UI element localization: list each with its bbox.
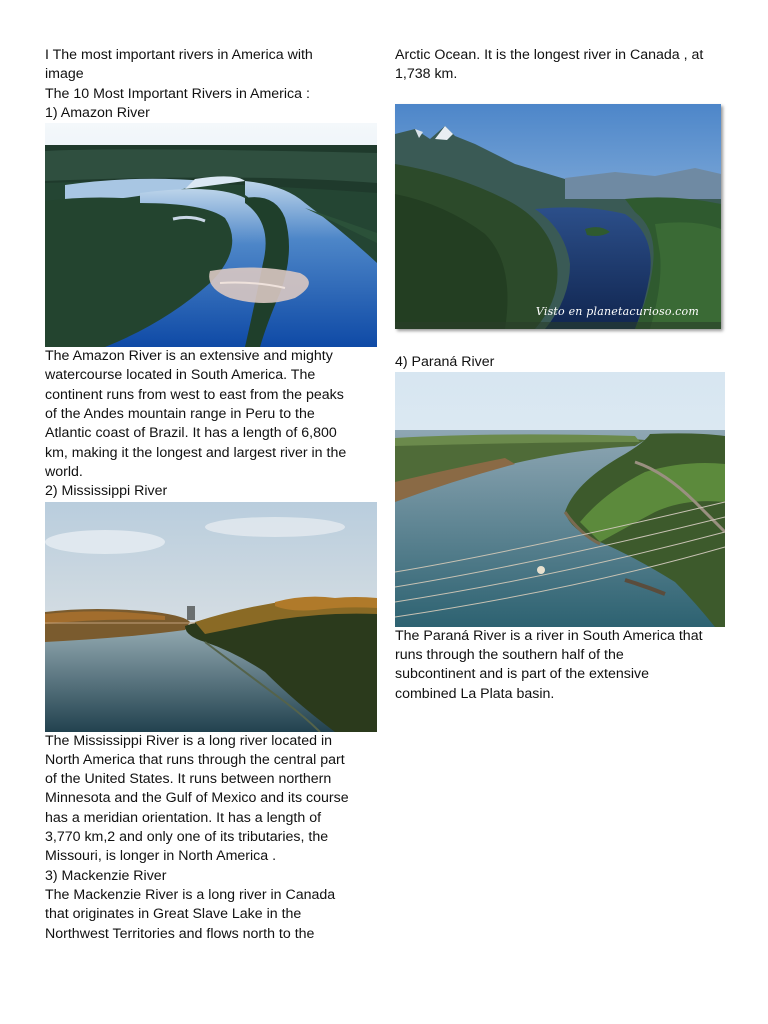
right-column [395,46,727,704]
mississippi-description [45,732,377,867]
page-subtitle: The 10 Most Important Rivers in America : [45,85,310,102]
parana-description [395,627,727,704]
page-title-line-1: I The most important rivers in America with [45,47,313,63]
mackenzie-description-line: The Mackenzie River is a long river in Canada [45,886,336,903]
parana-description-line: combined La Plata basin. [395,685,555,702]
mississippi-description-line: North America that runs through the central part [45,751,345,768]
amazon-description-line: watercourse located in South America. The [45,367,316,384]
mackenzie-river-photo [395,104,721,329]
mississippi-description-line: 3,770 km,2 and only one of its tributaries, the [45,829,329,846]
parana-description-line: runs through the southern half of the [395,647,624,664]
amazon-heading: 1) Amazon River [45,104,150,121]
amazon-description-line: of the Andes mountain range in Peru to the [45,406,315,423]
mackenzie-description-line: Northwest Territories and flows north to the [45,925,315,942]
left-column [45,46,377,944]
mississippi-heading: 2) Mississippi River [45,483,168,500]
amazon-river-photo [45,123,377,347]
mississippi-description-line: The Mississippi River is a long river located in [45,732,333,749]
mississippi-river-photo [45,502,377,732]
amazon-description-line: Atlantic coast of Brazil. It has a length of 6,800 [45,425,337,442]
amazon-description-line: km, making it the longest and largest river in the [45,444,347,461]
amazon-description-line: The Amazon River is an extensive and mighty [45,348,333,365]
mississippi-description-line: Missouri, is longer in North America . [45,848,277,865]
parana-description-line: The Paraná River is a river in South America that [395,627,703,644]
parana-river-image [395,372,725,627]
parana-heading: 4) Paraná River [395,353,495,370]
mississippi-description-line: has a meridian orientation. It has a length of [45,809,322,826]
mississippi-river-image [45,502,377,732]
page-title-line-2: image [45,66,84,83]
amazon-description-line: continent runs from west to east from the peaks [45,386,344,403]
mackenzie-description-line: Arctic Ocean. It is the longest river in Canada , at [395,47,704,63]
amazon-description [45,347,377,482]
amazon-description-line: world. [45,463,83,480]
parana-description-line: subcontinent and is part of the extensive [395,666,649,683]
mackenzie-description-line: that originates in Great Slave Lake in the [45,906,302,923]
amazon-river-image [45,123,377,347]
photo-watermark: Visto en planetacurioso.com [535,305,699,319]
mackenzie-description-part-1 [45,886,377,944]
mackenzie-description-line: 1,738 km. [395,66,458,83]
mississippi-description-line: Minnesota and the Gulf of Mexico and its course [45,790,349,807]
mackenzie-heading: 3) Mackenzie River [45,867,167,884]
mackenzie-river-image [395,104,721,329]
mississippi-description-line: of the United States. It runs between northern [45,771,332,788]
parana-river-photo [395,372,725,627]
mackenzie-description-part-2 [395,46,727,85]
